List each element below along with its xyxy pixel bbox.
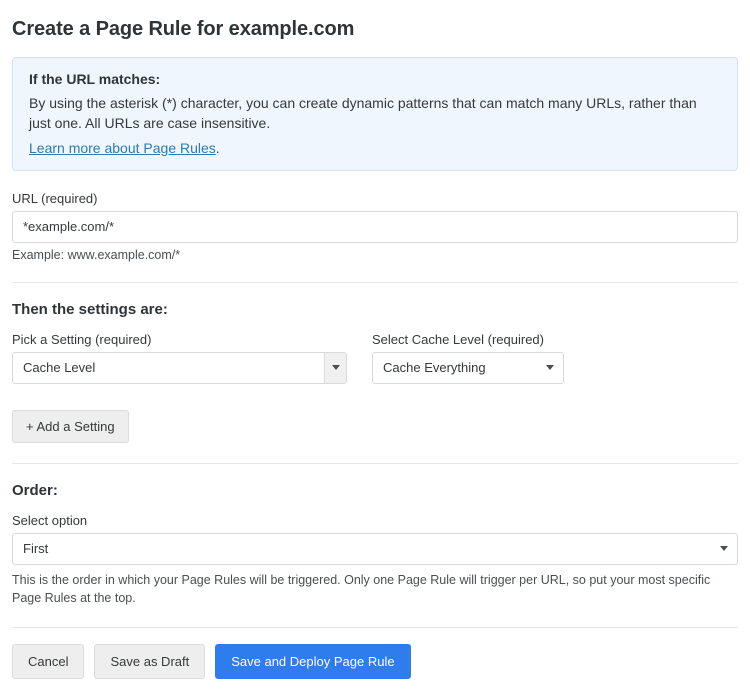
url-field-label: URL (required) — [12, 190, 98, 206]
form-footer — [12, 644, 738, 679]
order-help-text: This is the order in which your Page Rules will be triggered. Only one Page Rule will trigger per URL, so put your most specific Page Rules at the top. — [12, 572, 711, 605]
info-box-link-row — [29, 134, 721, 156]
save-as-draft-button[interactable]: Save as Draft — [94, 644, 205, 679]
cache-level-select[interactable] — [372, 352, 564, 384]
setting-picker-select[interactable] — [12, 352, 347, 384]
divider-order — [12, 463, 738, 464]
chevron-down-icon[interactable] — [537, 353, 563, 383]
order-select-value: First — [23, 540, 49, 556]
caret-shape — [546, 365, 554, 370]
setting-picker-label: Pick a Setting (required) — [12, 331, 152, 347]
caret-shape — [332, 365, 340, 370]
add-setting-button[interactable]: + Add a Setting — [12, 410, 129, 443]
learn-more-link[interactable]: Learn more about Page Rules — [29, 139, 216, 156]
cancel-button[interactable]: Cancel — [12, 644, 84, 679]
divider-settings — [12, 282, 738, 283]
cache-level-label: Select Cache Level (required) — [372, 331, 544, 347]
info-box-title: If the URL matches: — [29, 71, 161, 87]
cache-level-group — [372, 332, 572, 384]
chevron-down-icon[interactable] — [324, 353, 346, 383]
info-box-link-period: . — [215, 139, 220, 156]
setting-picker-group — [12, 332, 372, 384]
url-help-text: Example: www.example.com/* — [12, 247, 181, 262]
save-and-deploy-button[interactable]: Save and Deploy Page Rule — [215, 644, 410, 679]
divider-footer — [12, 627, 738, 628]
setting-picker-value: Cache Level — [23, 359, 96, 375]
settings-row — [12, 332, 738, 384]
url-match-info-box — [12, 57, 738, 171]
order-section-title: Order: — [12, 481, 58, 499]
order-select[interactable] — [12, 533, 738, 565]
settings-section-title: Then the settings are: — [12, 300, 168, 318]
order-select-label: Select option — [12, 512, 88, 528]
chevron-down-icon[interactable] — [711, 534, 737, 564]
caret-shape — [720, 546, 728, 551]
cache-level-value: Cache Everything — [383, 359, 486, 375]
url-input[interactable] — [12, 211, 738, 243]
info-box-text: By using the asterisk (*) character, you can create dynamic patterns that can match many URLs, rather than just one. All URLs are case insensitive. — [29, 95, 697, 132]
page-title: Create a Page Rule for example.com — [12, 18, 355, 40]
